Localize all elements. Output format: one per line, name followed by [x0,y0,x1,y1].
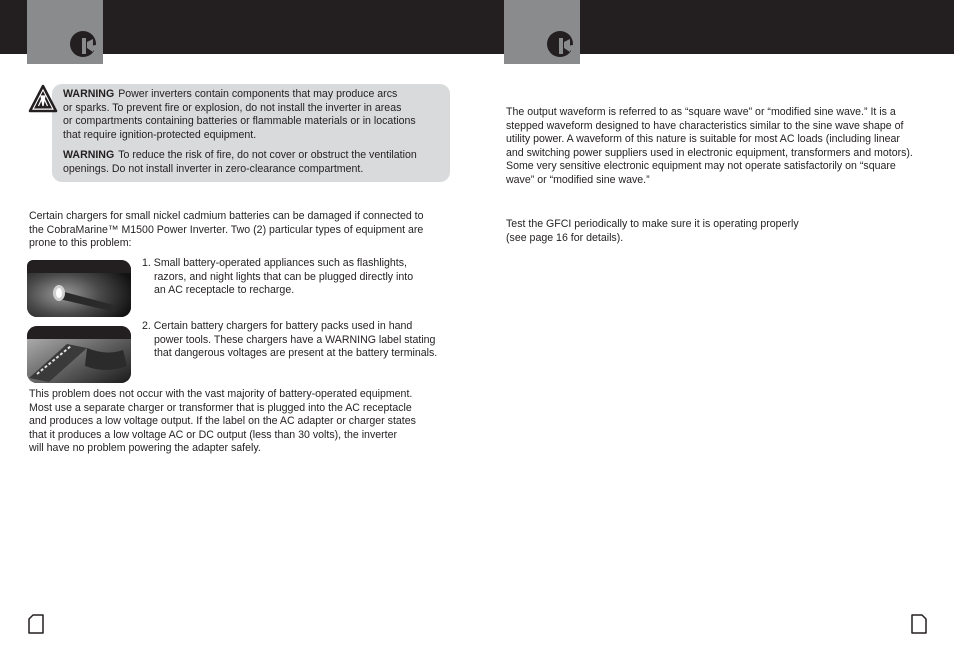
waveform-line: wave” or “modified sine wave.” [506,173,650,186]
flashlight-image [27,260,131,317]
page-corner-icon [911,614,927,634]
closing-line: Most use a separate charger or transformer that is plugged into the AC receptacle [29,401,412,414]
power-tool-photo [27,326,131,383]
closing-paragraph [29,388,416,456]
cobra-logo-icon [504,0,580,64]
gfci-paragraph [506,218,799,245]
warning-label: WARNING [63,88,115,100]
warning-paragraph-2 [63,149,433,176]
section-tab-left [27,0,103,64]
warning-triangle-icon [28,84,58,114]
list-item [142,257,413,298]
closing-line: will have no problem powering the adapter safely. [29,442,261,455]
warning-paragraph-1 [63,88,433,142]
section-tab-right [504,0,580,64]
list-item [142,320,437,361]
waveform-line: and switching power suppliers used in electronic equipment, transformers and motors). [506,146,913,159]
gfci-line: Test the GFCI periodically to make sure it is operating properly [506,218,799,230]
warning-text-line: openings. Do not install inverter in zero-clearance compartment. [63,162,364,175]
item-line: power tools. These chargers have a WARNING label stating [154,333,436,346]
item-line: razors, and night lights that can be plugged directly into [154,270,414,283]
intro-line: Certain chargers for small nickel cadmium batteries can be damaged if connected to [29,210,424,222]
waveform-line: The output waveform is referred to as “square wave” or “modified sine wave.” It is a [506,106,896,118]
intro-line: prone to this problem: [29,237,132,250]
cobra-logo-icon [27,0,103,64]
waveform-line: utility power. A waveform of this nature is suitable for most AC loads (including linear [506,133,900,146]
waveform-line: Some very sensitive electronic equipment may not operate satisfactorily on “square [506,160,896,173]
waveform-line: stepped waveform designed to have characteristics similar to the sine wave shape of [506,119,904,132]
warning-text-line: or sparks. To prevent fire or explosion, do not install the inverter in areas [63,101,402,114]
closing-line: that it produces a low voltage AC or DC output (less than 30 volts), the inverter [29,428,398,441]
page-corner-icon [28,614,44,634]
intro-line: the CobraMarine™ M1500 Power Inverter. Two (2) particular types of equipment are [29,223,424,236]
warning-text-line: To reduce the risk of fire, do not cover or obstruct the ventilation [118,149,417,161]
warning-text-line: or compartments containing batteries or flammable materials or in locations [63,115,416,127]
item-line: an AC receptacle to recharge. [154,284,295,297]
item-line: 2. Certain battery chargers for battery packs used in hand [142,320,413,332]
flashlight-photo [27,260,131,317]
item-line: that dangerous voltages are present at the battery terminals. [154,347,438,360]
closing-line: and produces a low voltage output. If the label on the AC adapter or charger states [29,415,416,428]
warning-text-line: that require ignition-protected equipment. [63,128,257,141]
waveform-paragraph [506,106,913,188]
closing-line: This problem does not occur with the vast majority of battery-operated equipment. [29,388,413,400]
item-line: 1. Small battery-operated appliances such as flashlights, [142,257,407,269]
warning-text-line: Power inverters contain components that may produce arcs [118,88,398,100]
power-tool-image [27,326,131,383]
gfci-line: (see page 16 for details). [506,231,624,244]
intro-paragraph [29,210,424,251]
warning-label: WARNING [63,149,115,161]
